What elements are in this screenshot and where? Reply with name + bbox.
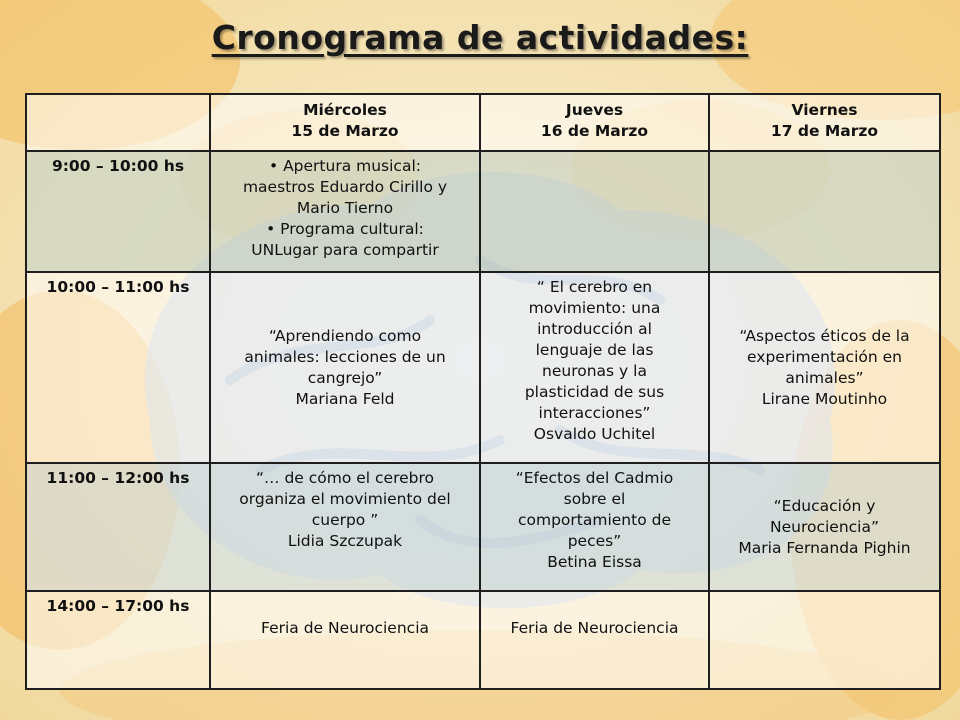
time-slot: 10:00 – 11:00 hs [26, 272, 210, 463]
activity-line: Feria de Neurociencia [261, 619, 429, 638]
schedule-row [26, 591, 940, 689]
activity-line: “Efectos del Cadmio [515, 469, 674, 488]
activity-line: movimiento: una [528, 298, 661, 317]
activity-line: Osvaldo Uchitel [533, 424, 656, 443]
activity-line: “Educación y [773, 496, 876, 515]
schedule-table [25, 93, 941, 690]
time-slot: 14:00 – 17:00 hs [26, 591, 210, 689]
schedule-row [26, 463, 940, 591]
activity-line: “… de cómo el cerebro [255, 469, 435, 488]
activity-line: cuerpo ” [311, 511, 379, 530]
activity-line: “Aprendiendo como [268, 326, 422, 345]
header-row [26, 94, 940, 151]
activity-cell [480, 591, 709, 689]
activity-line: Lidia Szczupak [287, 532, 403, 551]
time-slot: 9:00 – 10:00 hs [26, 151, 210, 272]
activity-line: cangrejo” [307, 368, 383, 387]
day-name: Miércoles [303, 101, 387, 119]
day-header-thursday [480, 94, 709, 151]
empty-cell [480, 151, 709, 272]
activity-line: interacciones” [538, 403, 651, 422]
activity-line: • Apertura musical: [269, 156, 421, 175]
day-date: 16 de Marzo [540, 122, 649, 140]
schedule-row [26, 272, 940, 463]
activity-line: maestros Eduardo Cirillo y [242, 177, 448, 196]
day-name: Jueves [565, 101, 624, 119]
page-title: Cronograma de actividades: [211, 18, 749, 57]
day-header-wednesday [210, 94, 480, 151]
day-date: 17 de Marzo [770, 122, 879, 140]
activity-line: Mariana Feld [295, 389, 395, 408]
time-slot: 11:00 – 12:00 hs [26, 463, 210, 591]
activity-cell [709, 272, 940, 463]
activity-line: experimentación en [747, 347, 902, 366]
activity-line: peces” [567, 532, 622, 551]
activity-line: introducción al [537, 319, 652, 338]
activity-line: comportamiento de [517, 511, 671, 530]
activity-line: plasticidad de sus [524, 382, 665, 401]
activity-line: UNLugar para compartir [251, 240, 439, 259]
day-name: Viernes [791, 101, 858, 119]
activity-line: • Programa cultural: [266, 219, 424, 238]
activity-line: “ El cerebro en [536, 277, 653, 296]
activity-line: Betina Eissa [547, 553, 642, 572]
activity-line: “Aspectos éticos de la [739, 326, 910, 345]
activity-line: Lirane Moutinho [761, 389, 888, 408]
empty-cell [709, 591, 940, 689]
day-header-friday [709, 94, 940, 151]
activity-cell [210, 151, 480, 272]
schedule-row [26, 151, 940, 272]
activity-cell [480, 463, 709, 591]
activity-line: lenguaje de las [535, 340, 654, 359]
activity-line: animales” [785, 368, 864, 387]
corner-cell [26, 94, 210, 151]
activity-cell [210, 272, 480, 463]
empty-cell [709, 151, 940, 272]
activity-line: Feria de Neurociencia [510, 619, 679, 638]
activity-line: Maria Fernanda Pighin [738, 538, 911, 557]
activity-line: neuronas y la [542, 361, 647, 380]
activity-line: organiza el movimiento del [239, 490, 451, 509]
activity-cell [480, 272, 709, 463]
activity-line: Neurociencia” [769, 517, 879, 536]
activity-line: sobre el [563, 490, 626, 509]
activity-line: Mario Tierno [296, 198, 394, 217]
activity-line: animales: lecciones de un [244, 347, 446, 366]
activity-cell [210, 591, 480, 689]
activity-cell [210, 463, 480, 591]
day-date: 15 de Marzo [291, 122, 399, 140]
activity-cell [709, 463, 940, 591]
